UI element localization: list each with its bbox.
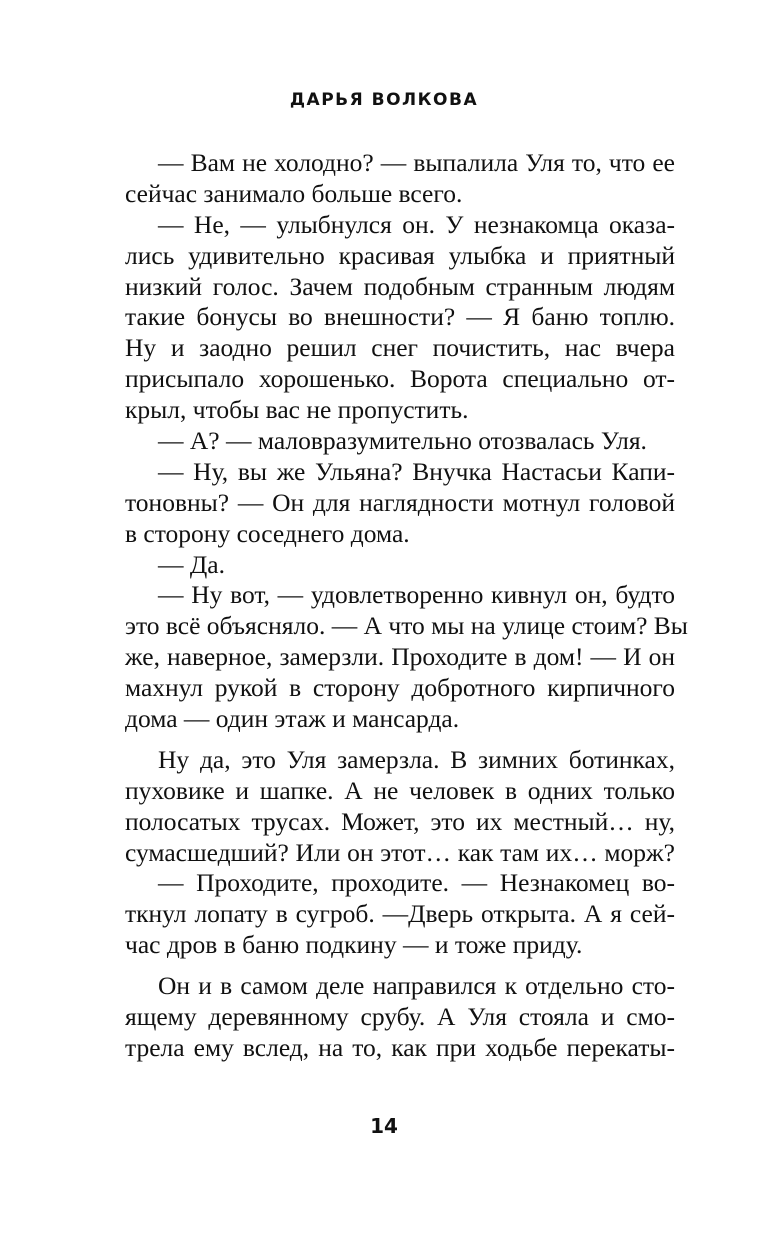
text-line: тоновны? — Он для наглядности мотнул головой [125,487,675,517]
text-line: — Да. [158,549,225,579]
text-line: это всё объясняло. — А что мы на улице стоим? Вы [125,611,688,641]
text-line: — Не, — улыбнулся он. У незнакомца оказа- [158,209,675,239]
text-line: же, наверное, замерзли. Проходите в дом! — И он [125,642,675,672]
text-line: — Ну вот, — удовлетворенно кивнул он, будто [158,580,675,610]
text-line: трела ему вслед, на то, как при ходьбе перекаты- [125,1032,675,1062]
text-line: — Вам не холодно? — выпалила Уля то, что ее [158,148,675,177]
text-line: Ну да, это Уля замерзла. В зимних ботинках, [158,744,675,774]
text-line: низкий голос. Зачем подобным странным людям [125,271,675,301]
text-line: присыпало хорошенько. Ворота специально от- [125,364,675,394]
text-line: — Ну, вы же Ульяна? Внучка Настасьи Капи- [158,456,675,486]
text-line: Ну и заодно решил снег почистить, нас вчера [125,333,675,363]
text-line: час дров в баню подкину — и тоже приду. [125,930,583,960]
text-line: в сторону соседнего дома. [125,518,410,548]
text-line: крыл, чтобы вас не пропустить. [125,395,469,425]
text-line: — Проходите, проходите. — Незнакомец во- [158,868,675,898]
body-text [125,148,688,1064]
text-line: Он и в самом деле направился к отдельно сто- [158,971,675,1001]
text-line: махнул рукой в сторону добротного кирпичного [125,673,675,703]
text-line: лись удивительно красивая улыбка и приятный [125,240,675,270]
text-line: такие бонусы во внешности? — Я баню топлю. [125,302,675,332]
text-line: сумасшедший? Или он этот… как там их… морж? [125,837,675,867]
page-number: 14 [370,1114,398,1138]
text-line: дома — один этаж и мансарда. [125,704,460,734]
running-header-author: ДАРЬЯ ВОЛКОВА [289,90,479,110]
text-line: пуховике и шапке. А не человек в одних только [125,775,675,805]
text-line: полосатых трусах. Может, это их местный… ну, [125,806,675,836]
text-line: ткнул лопату в сугроб. —Дверь открыта. А я сей- [125,899,675,929]
text-line: — А? — маловразумительно отозвалась Уля. [158,426,647,456]
text-line: сейчас занимало больше всего. [125,178,463,208]
text-line: ящему деревянному срубу. А Уля стояла и смо- [125,1002,675,1032]
